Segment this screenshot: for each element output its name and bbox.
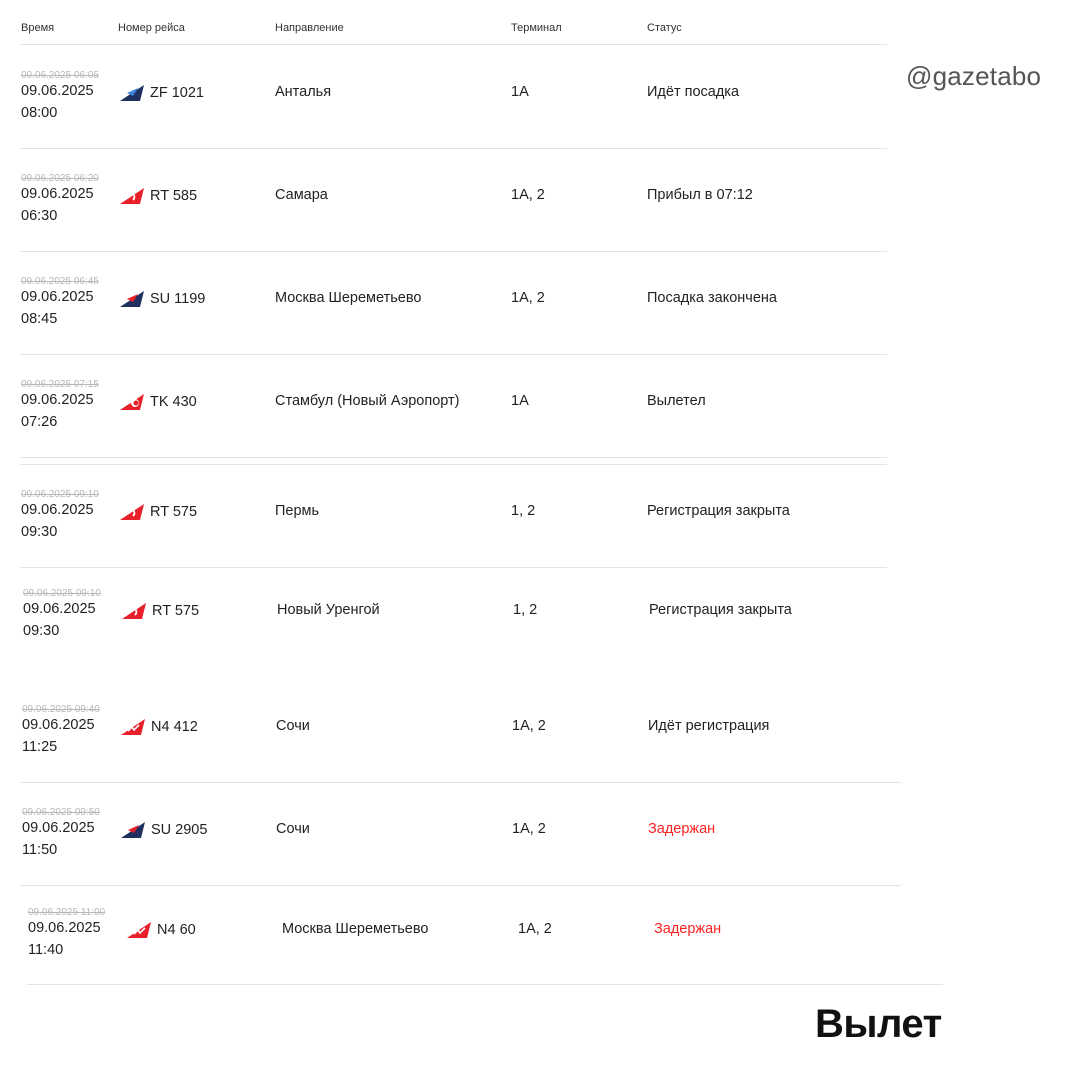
destination: Самара [275,187,328,203]
utair-logo-icon [118,503,150,521]
flight-number [118,502,197,522]
row-divider [20,251,887,252]
scheduled-time: 09.06.2025 06:45 [21,276,99,287]
destination: Москва Шереметьево [282,921,429,937]
terminal: 1A [511,84,529,100]
row-divider [27,984,943,985]
watermark: @gazetabo [906,61,1042,91]
table-row[interactable] [0,173,900,273]
aeroflot-logo-icon [118,290,150,308]
flight-status: Регистрация закрыта [649,602,792,618]
flight-status: Регистрация закрыта [647,503,790,519]
table-row[interactable] [0,588,900,688]
header-time: Время [21,22,55,34]
turkish-airlines-logo-icon [118,393,150,411]
destination: Пермь [275,503,320,519]
flight-code: SU 1199 [150,291,206,307]
scheduled-time: 09.06.2025 07:15 [21,379,99,390]
scheduled-time: 09.06.2025 06:05 [21,70,99,81]
table-header [0,22,900,38]
flight-code: N4 60 [157,922,196,938]
flight-code: SU 2905 [151,822,208,838]
header-divider [20,44,887,45]
flight-status: Задержан [648,821,716,837]
actual-time: 09.06.2025 09:30 [21,502,94,540]
flight-number [125,920,196,940]
flight-number [118,392,197,412]
actual-time: 09.06.2025 08:45 [21,289,94,327]
table-row[interactable] [0,276,900,376]
flight-status: Вылетел [647,393,706,409]
scheduled-time: 09.06.2025 06:20 [21,173,99,184]
header-flight: Номер рейса [118,22,185,34]
table-row[interactable] [0,70,900,170]
row-divider [20,457,887,458]
flight-code: RT 575 [152,603,200,619]
flight-number [118,186,197,206]
terminal: 1A, 2 [512,718,546,734]
scheduled-time: 09.06.2025 11:00 [28,907,106,918]
terminal: 1A, 2 [511,187,545,203]
terminal: 1A [511,393,529,409]
destination: Анталья [275,84,332,100]
scheduled-time: 09.06.2025 09:10 [23,588,101,599]
utair-logo-icon [118,187,150,205]
destination: Стамбул (Новый Аэропорт) [275,393,460,409]
row-divider [20,354,887,355]
destination: Новый Уренгой [277,602,380,618]
scheduled-time: 09.06.2025 09:50 [22,807,100,818]
terminal: 1A, 2 [512,821,546,837]
table-row[interactable] [0,704,900,804]
terminal: 1, 2 [511,503,536,519]
destination: Сочи [276,718,310,734]
flight-number [119,820,207,840]
actual-time: 09.06.2025 11:40 [28,920,101,958]
nordwind-logo-icon [125,921,157,939]
flight-status: Задержан [654,921,722,937]
table-row[interactable] [0,489,900,589]
aeroflot-logo-icon [119,821,151,839]
terminal: 1, 2 [513,602,538,618]
flight-code: RT 585 [150,188,198,204]
header-status: Статус [647,22,682,34]
table-row[interactable] [0,907,900,1007]
destination: Сочи [276,821,310,837]
header-destination: Направление [275,22,344,34]
header-terminal: Терминал [511,22,562,34]
flight-status: Прибыл в 07:12 [647,187,753,203]
page-title: Вылет [815,1002,942,1046]
azur-air-logo-icon [118,84,150,102]
row-divider [20,148,887,149]
actual-time: 09.06.2025 09:30 [23,601,96,639]
terminal: 1A, 2 [511,290,545,306]
terminal: 1A, 2 [518,921,552,937]
flight-code: RT 575 [150,504,198,520]
flight-status: Идёт посадка [647,84,740,100]
flight-code: ZF 1021 [150,85,204,101]
row-divider [20,464,887,465]
flight-code: N4 412 [151,719,198,735]
destination: Москва Шереметьево [275,290,422,306]
nordwind-logo-icon [119,718,151,736]
scheduled-time: 09.06.2025 09:10 [21,489,99,500]
row-divider [20,567,887,568]
flight-number [118,289,205,309]
actual-time: 09.06.2025 08:00 [21,83,94,121]
actual-time: 09.06.2025 07:26 [21,392,94,430]
flight-number [119,717,198,737]
table-row[interactable] [0,807,900,907]
flight-code: TK 430 [150,394,197,410]
flight-number [118,83,204,103]
flight-number [120,601,199,621]
scheduled-time: 09.06.2025 09:40 [22,704,100,715]
utair-logo-icon [120,602,152,620]
row-divider [20,885,901,886]
actual-time: 09.06.2025 11:50 [22,820,95,858]
flight-status: Посадка закончена [647,290,777,306]
actual-time: 09.06.2025 06:30 [21,186,94,224]
flight-status: Идёт регистрация [648,718,770,734]
row-divider [20,782,901,783]
actual-time: 09.06.2025 11:25 [22,717,95,755]
